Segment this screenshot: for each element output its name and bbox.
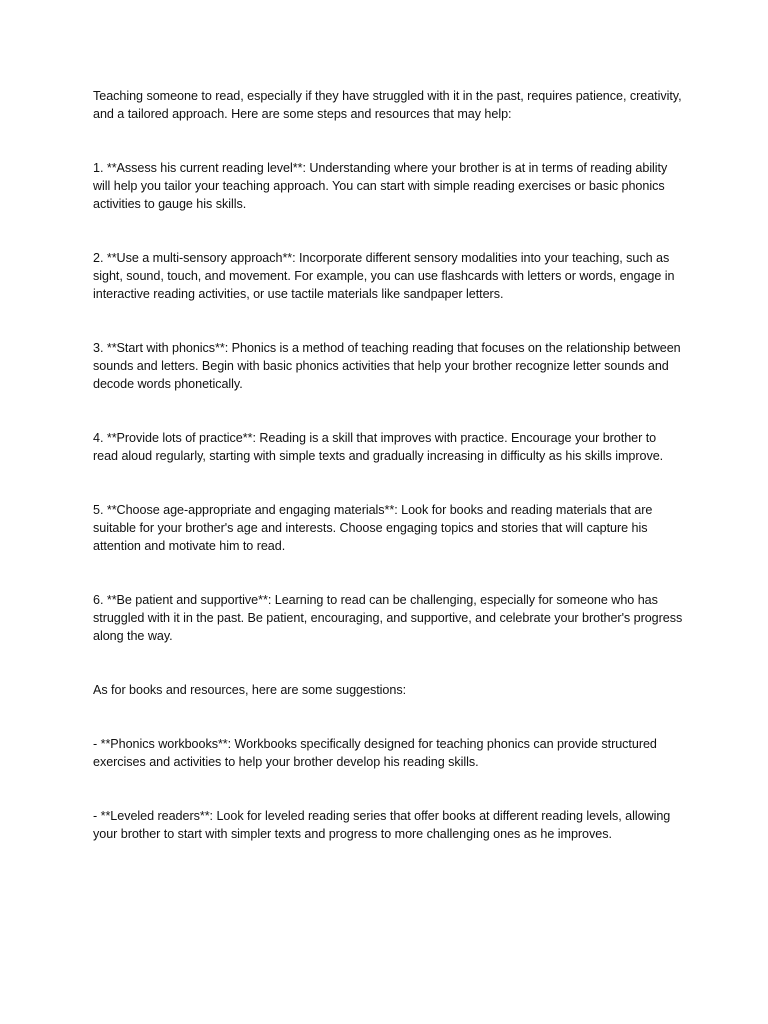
paragraph-spacer (93, 213, 683, 249)
paragraph-spacer (93, 699, 683, 735)
paragraph-spacer (93, 123, 683, 159)
resources-intro-paragraph: As for books and resources, here are some suggestions: (93, 683, 407, 697)
intro-paragraph: Teaching someone to read, especially if they have struggled with it in the past, requires patience, creativity, and a tailored approach. Here are some steps and resources that may help: (93, 89, 682, 121)
document-body (93, 87, 683, 843)
paragraph-spacer (93, 393, 683, 429)
step-5-paragraph: 5. **Choose age-appropriate and engaging materials**: Look for books and reading materials that are suitable for your brother's age and interests. Choose engaging topics and stories that will capture his attention and motivate him to read. (93, 503, 653, 553)
paragraph-spacer (93, 555, 683, 591)
step-2-paragraph: 2. **Use a multi-sensory approach**: Incorporate different sensory modalities into your teaching, such as sight, sound, touch, and movement. For example, you can use flashcards with letters or words, engage in interactive reading activities, or use tactile materials like sandpaper letters. (93, 251, 675, 301)
step-1-paragraph: 1. **Assess his current reading level**: Understanding where your brother is at in terms of reading ability will help you tailor your teaching approach. You can start with simple reading exercises or basic phonics activities to gauge his skills. (93, 161, 668, 211)
resource-leveled-readers: - **Leveled readers**: Look for leveled reading series that offer books at different reading levels, allowing your brother to start with simpler texts and progress to more challenging ones as he improves. (93, 809, 671, 841)
step-3-paragraph: 3. **Start with phonics**: Phonics is a method of teaching reading that focuses on the relationship between sounds and letters. Begin with basic phonics activities that help your brother recognize letter sounds and decode words phonetically. (93, 341, 681, 391)
paragraph-spacer (93, 303, 683, 339)
resource-phonics-workbooks: - **Phonics workbooks**: Workbooks specifically designed for teaching phonics can provide structured exercises and activities to help your brother develop his reading skills. (93, 737, 657, 769)
step-6-paragraph: 6. **Be patient and supportive**: Learning to read can be challenging, especially for someone who has struggled with it in the past. Be patient, encouraging, and supportive, and celebrate your brother's progress along the way. (93, 593, 683, 643)
paragraph-spacer (93, 771, 683, 807)
step-4-paragraph: 4. **Provide lots of practice**: Reading is a skill that improves with practice. Encourage your brother to read aloud regularly, starting with simple texts and gradually increasing in difficulty as his skills improve. (93, 431, 664, 463)
paragraph-spacer (93, 645, 683, 681)
paragraph-spacer (93, 465, 683, 501)
